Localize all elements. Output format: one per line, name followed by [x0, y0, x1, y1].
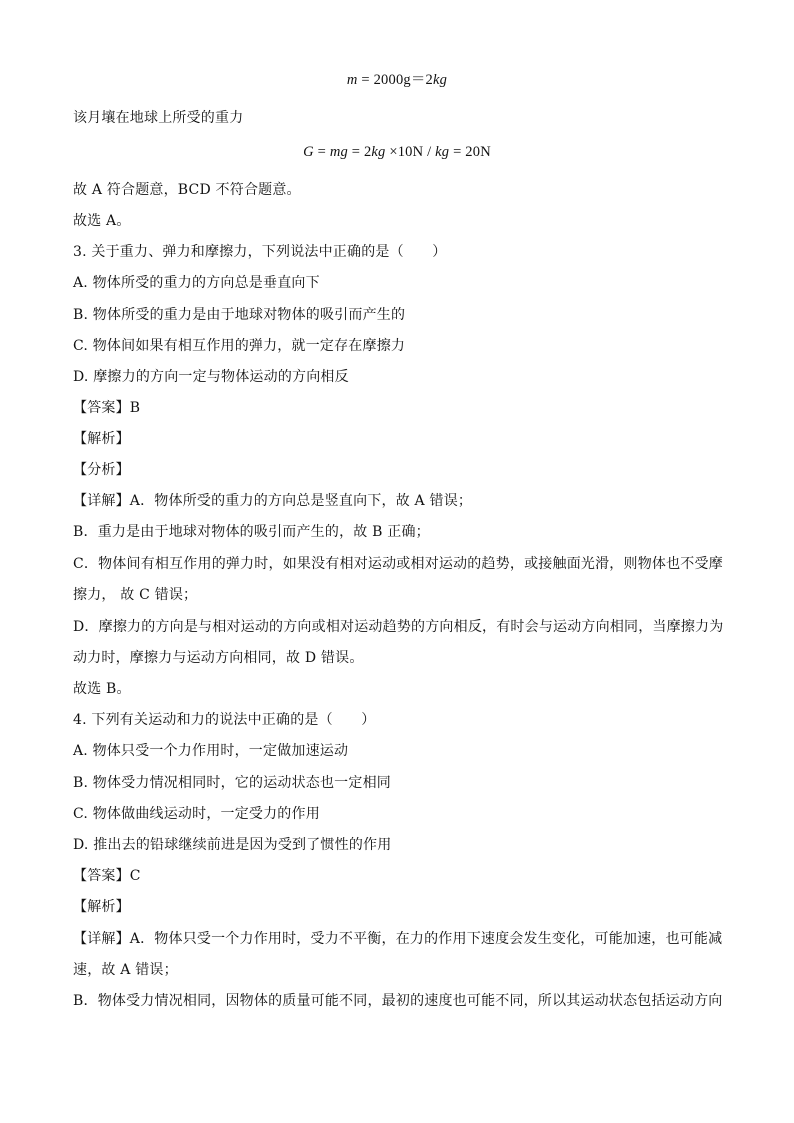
question-4-option-a: A. 物体只受一个力作用时，一定做加速运动 — [73, 743, 349, 759]
question-4-option-b: B. 物体受力情况相同时，它的运动状态也一定相同 — [73, 775, 391, 791]
question-3-stem: 3. 关于重力、弹力和摩擦力，下列说法中正确的是（ ） — [73, 244, 447, 260]
detail-line: 动力时，摩擦力与运动方向相同，故 D 错误。 — [73, 650, 364, 666]
detail-line: C．物体间有相互作用的弹力时，如果没有相对运动或相对运动的趋势，或接触面光滑，则物体也不受摩 — [73, 556, 723, 572]
detail-line: B．物体受力情况相同，因物体的质量可能不同，最初的速度也可能不同，所以其运动状态包括运动方向 — [73, 993, 723, 1009]
text-line: 故选 B。 — [73, 681, 131, 697]
detail-line: B．重力是由于地球对物体的吸引而产生的，故 B 正确； — [73, 524, 430, 540]
detail-line: 【详解】A．物体所受的重力的方向总是竖直向下，故 A 错误； — [73, 493, 473, 509]
question-4-stem: 4. 下列有关运动和力的说法中正确的是（ ） — [73, 712, 376, 728]
answer-label: 【答案】B — [73, 400, 141, 416]
answer-label: 【答案】C — [73, 868, 141, 884]
detail-line: 擦力， 故 C 错误； — [73, 587, 198, 603]
detail-line: D．摩擦力的方向是与相对运动的方向或相对运动趋势的方向相反，有时会与运动方向相同，当摩擦力为 — [73, 619, 724, 635]
analysis-label: 【解析】 — [73, 899, 130, 915]
question-4-option-d: D. 推出去的铅球继续前进是因为受到了惯性的作用 — [73, 837, 392, 853]
analysis-label: 【解析】 — [73, 431, 130, 447]
detail-line: 速，故 A 错误； — [73, 962, 178, 978]
question-3-option-b: B. 物体所受的重力是由于地球对物体的吸引而产生的 — [73, 307, 406, 323]
analysis-sub-label: 【分析】 — [73, 462, 130, 478]
text-line: 故选 A。 — [73, 213, 131, 229]
text-line: 故 A 符合题意，BCD 不符合题意。 — [73, 182, 301, 198]
question-3-option-a: A. 物体所受的重力的方向总是垂直向下 — [73, 275, 320, 291]
question-3-option-c: C. 物体间如果有相互作用的弹力，就一定存在摩擦力 — [73, 338, 406, 354]
formula-mass: m = 2000g＝2kg — [346, 72, 448, 88]
formula-gravity: G = mg = 2kg ×10N / kg = 20N — [303, 144, 491, 160]
question-4-option-c: C. 物体做曲线运动时，一定受力的作用 — [73, 806, 320, 822]
text-line: 该月壤在地球上所受的重力 — [73, 110, 244, 126]
detail-line: 【详解】A．物体只受一个力作用时，受力不平衡，在力的作用下速度会发生变化，可能加速，也可能减 — [73, 931, 723, 947]
question-3-option-d: D. 摩擦力的方向一定与物体运动的方向相反 — [73, 369, 349, 385]
